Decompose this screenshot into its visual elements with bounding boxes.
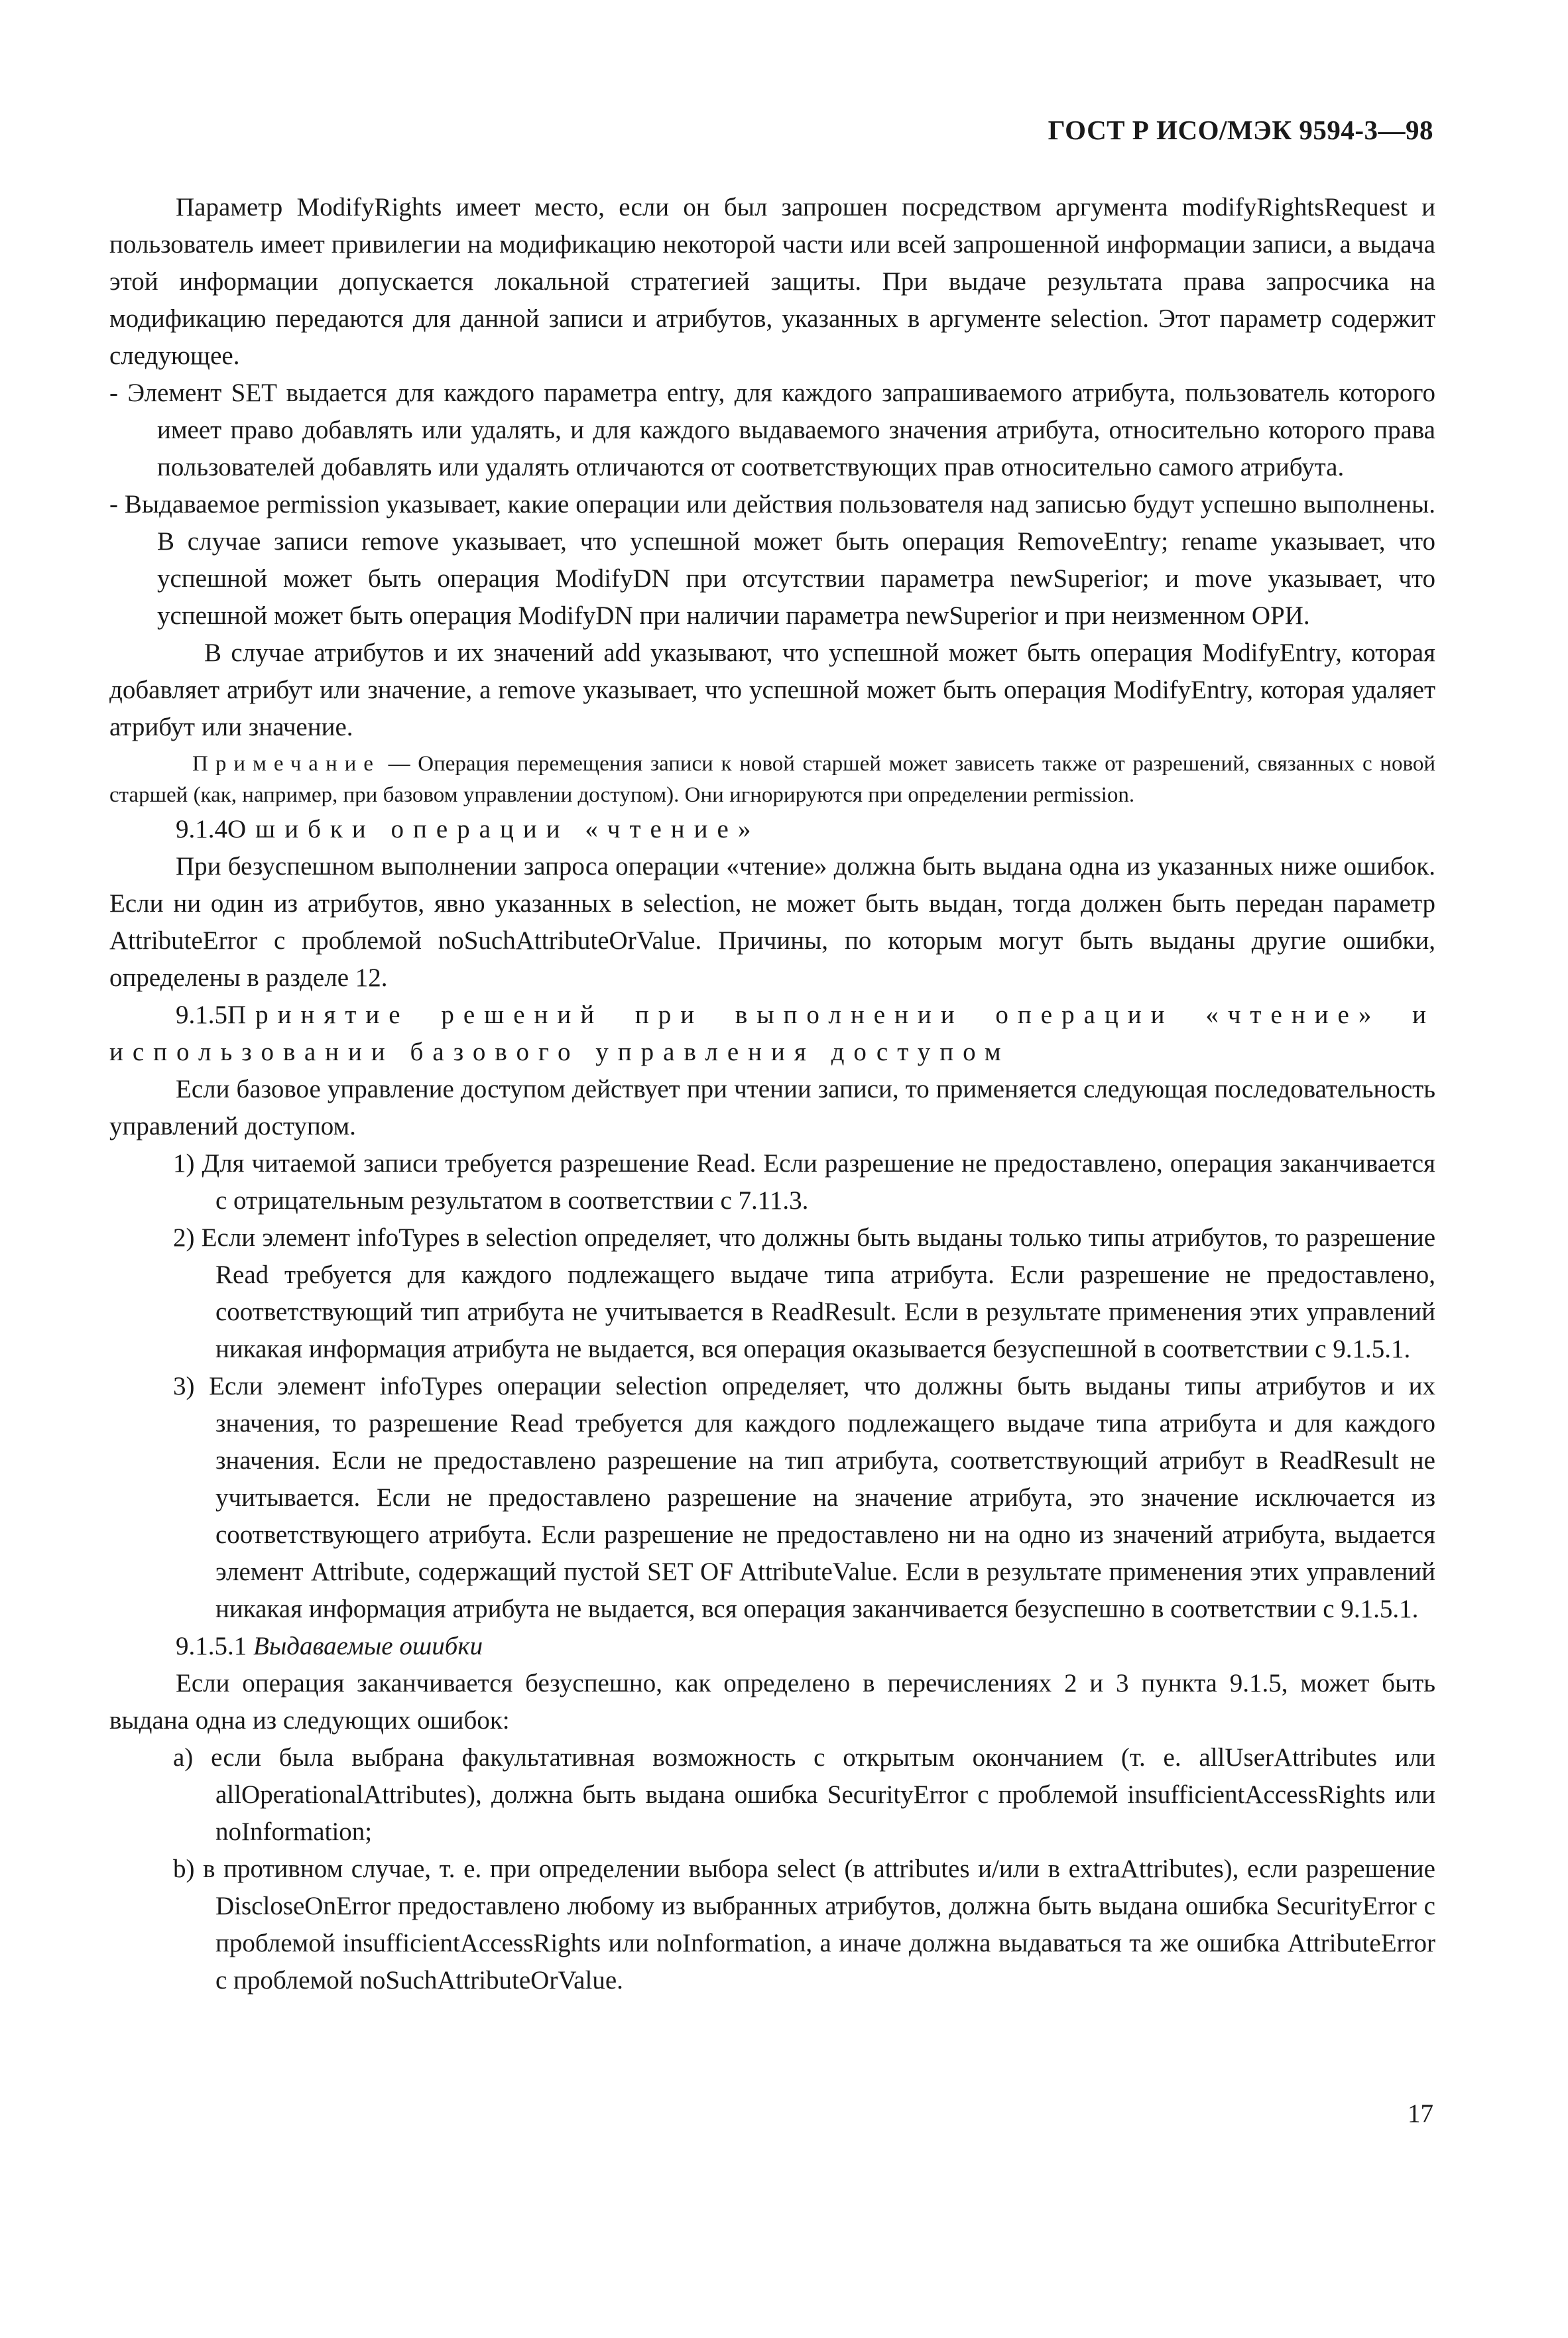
note-label: Примечание [192, 752, 381, 776]
body-text [109, 189, 1435, 1999]
standard-header: ГОСТ Р ИСО/МЭК 9594-3—98 [1048, 115, 1433, 145]
section-number: 9.1.4 [176, 815, 227, 843]
section-number: 9.1.5.1 [176, 1632, 247, 1660]
paragraph-modifyrights: Параметр ModifyRights имеет место, если он был запрошен посредством аргумента modifyRightsRequest и пользователь имеет привилегии на модификацию некоторой части или всей запрошенной информации записи, а выдача этой информации допускается локальной стратегией защиты. При выдаче результата права запросчика на модификацию передаются для данной записи и атрибутов, указанных в аргументе selection. Этот параметр содержит следующее. [109, 193, 1435, 370]
section-title: Выдаваемые ошибки [253, 1632, 483, 1660]
paragraph-access-control: Если базовое управление доступом действует при чтении записи, то применяется следующая последовательность управлений доступом. [109, 1075, 1435, 1140]
section-heading-9-1-5-1 [109, 1628, 1435, 1665]
section-number: 9.1.5 [176, 1001, 227, 1029]
section-heading-9-1-5 [109, 997, 1435, 1071]
list-item-set-element: - Элемент SET выдается для каждого параметра entry, для каждого запрашиваемого атрибута, пользователь которого имеет право добавлять или удалять, и для каждого выдаваемого значения атрибута, относительно которого права пользователей добавлять или удалять отличаются от соответствующих прав относительно самого атрибута. [109, 379, 1435, 481]
list-item-1: 1) Для читаемой записи требуется разрешение Read. Если разрешение не предоставлено, операция заканчивается с отрицательным результатом в соответствии с 7.11.3. [173, 1149, 1435, 1215]
section-heading-9-1-4 [109, 811, 1435, 848]
list-item-a: a) если была выбрана факультативная возможность с открытым окончанием (т. е. allUserAttributes или allOperationalAttributes), должна быть выдана ошибка SecurityError с проблемой insufficientAccessRights или noInformation; [173, 1743, 1435, 1846]
section-title: Ошибки операции «чтение» [227, 815, 760, 843]
note-text: — Операция перемещения записи к новой старшей может зависеть также от разрешений, связанных с новой старшей (как, например, при базовом управлении доступом). Они игнорируются при определении permission. [109, 752, 1435, 807]
note [109, 749, 1435, 811]
list-item-2: 2) Если элемент infoTypes в selection определяет, что должны быть выданы только типы атрибутов, то разрешение Read требуется для каждого подлежащего выдаче типа атрибута. Если разрешение не предоставлено, соответствующий тип атрибута не учитывается в ReadResult. Если в результате применения этих управлений никакая информация атрибута не выдается, вся операция оказывается безуспешной в соответствии с 9.1.5.1. [173, 1223, 1435, 1363]
list-item-3: 3) Если элемент infoTypes операции selection определяет, что должны быть выданы типы атрибутов и их значения, то разрешение Read требуется для каждого подлежащего выдаче типа атрибута и для каждого значения. Если не предоставлено разрешение на тип атрибута, соответствующий атрибут в ReadResult не учитывается. Если не предоставлено разрешение на значение атрибута, это значение исключается из соответствующего атрибута. Если разрешение не предоставлено ни на одно из значений атрибута, выдается элемент Attribute, содержащий пустой SET OF AttributeValue. Если в результате применения этих управлений никакая информация атрибута не выдается, вся операция заканчивается безуспешно в соответствии с 9.1.5.1. [173, 1372, 1435, 1623]
paragraph-attributes-permission: В случае атрибутов и их значений add указывают, что успешной может быть операция ModifyEntry, которая добавляет атрибут или значение, а remove указывает, что успешной может быть операция ModifyEntry, которая удаляет атрибут или значение. [109, 639, 1435, 741]
list-item-permission: - Выдаваемое permission указывает, какие операции или действия пользователя над записью будут успешно выполнены. В случае записи remove указывает, что успешной может быть операция RemoveEntry; rename указывает, что успешной может быть операция ModifyDN при отсутствии параметра newSuperior; и move указывает, что успешной может быть операция ModifyDN при наличии параметра newSuperior и при неизменном ОРИ. [109, 490, 1435, 630]
paragraph-errors-intro: Если операция заканчивается безуспешно, как определено в перечислениях 2 и 3 пункта 9.1.5, может быть выдана одна из следующих ошибок: [109, 1669, 1435, 1735]
list-item-b: b) в противном случае, т. е. при определении выбора select (в attributes и/или в extraAttributes), если разрешение DiscloseOnError предоставлено любому из выбранных атрибутов, должна быть выдана ошибка SecurityError с проблемой insufficientAccessRights или noInformation, а иначе должна выдаваться та же ошибка AttributeError с проблемой noSuchAttributeOrValue. [173, 1855, 1435, 1995]
page-number: 17 [1408, 2099, 1433, 2128]
paragraph-read-errors: При безуспешном выполнении запроса операции «чтение» должна быть выдана одна из указанных ниже ошибок. Если ни один из атрибутов, явно указанных в selection, не может быть выдан, тогда должен быть передан параметр AttributeError с проблемой noSuchAttributeOrValue. Причины, по которым могут быть выданы другие ошибки, определены в разделе 12. [109, 852, 1435, 992]
section-title: Принятие решений при выполнении операции «чтение» и использовании базового управления доступом [109, 1001, 1435, 1066]
